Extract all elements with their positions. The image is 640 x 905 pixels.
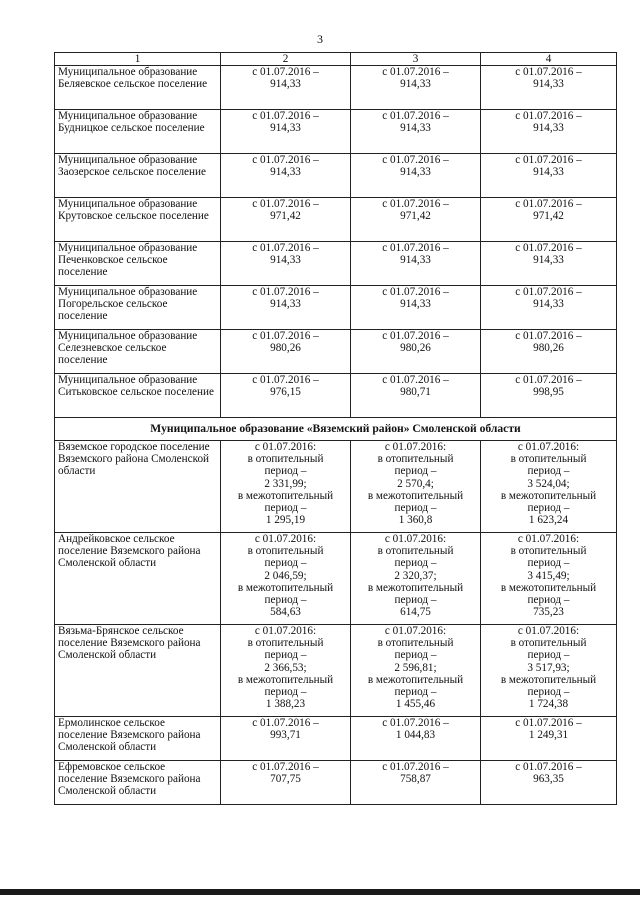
value-line: 980,26 xyxy=(400,342,431,355)
municipality-name: Ермолинское сельское поселение Вяземского района Смоленской области xyxy=(55,717,221,761)
value-line: с 01.07.2016: xyxy=(384,441,447,453)
value-line: в межотопительный xyxy=(367,581,464,594)
value-line: период – xyxy=(264,557,307,570)
value-line: период – xyxy=(527,686,570,699)
table-row xyxy=(55,717,617,761)
value-cell xyxy=(481,717,617,761)
municipality-name: Муниципальное образование Селезневское сельское поселение xyxy=(55,330,221,374)
value-line: в отопительный xyxy=(377,453,454,466)
value-line: 1 724,38 xyxy=(528,698,569,711)
table-row xyxy=(55,242,617,286)
value-line: в межотопительный xyxy=(500,489,597,502)
value-line: с 01.07.2016 – xyxy=(252,242,319,254)
value-line: в отопительный xyxy=(377,545,454,558)
value-line: в межотопительный xyxy=(237,673,334,686)
value-cell xyxy=(351,286,481,330)
value-cell xyxy=(351,441,481,533)
table-row xyxy=(55,441,617,533)
value-line: с 01.07.2016 – xyxy=(252,198,319,210)
value-line: с 01.07.2016: xyxy=(384,625,447,637)
value-line: 735,23 xyxy=(533,606,564,619)
value-cell xyxy=(351,533,481,625)
value-line: 584,63 xyxy=(270,606,301,619)
value-line: с 01.07.2016 – xyxy=(252,717,319,729)
tariff-table xyxy=(54,52,617,805)
value-line: с 01.07.2016 – xyxy=(515,198,582,210)
municipality-name: Андрейковское сельское поселение Вяземского района Смоленской области xyxy=(55,533,221,625)
value-line: с 01.07.2016: xyxy=(384,533,447,545)
value-line: 914,33 xyxy=(533,254,564,267)
value-line: 993,71 xyxy=(270,729,301,742)
value-line: 976,15 xyxy=(270,386,301,399)
value-line: 980,71 xyxy=(400,386,431,399)
value-line: 914,33 xyxy=(270,298,301,311)
value-cell xyxy=(221,625,351,717)
value-line: в межотопительный xyxy=(367,673,464,686)
value-line: с 01.07.2016: xyxy=(517,533,580,545)
value-cell xyxy=(481,330,617,374)
page-number: 3 xyxy=(317,32,323,46)
value-line: период – xyxy=(527,502,570,515)
value-line: 914,33 xyxy=(400,254,431,267)
value-line: 758,87 xyxy=(400,773,431,786)
value-cell xyxy=(221,761,351,805)
value-line: 914,33 xyxy=(533,78,564,91)
table-row xyxy=(55,110,617,154)
value-line: 1 388,23 xyxy=(265,698,306,711)
value-line: с 01.07.2016: xyxy=(254,533,317,545)
value-cell xyxy=(481,286,617,330)
value-cell xyxy=(221,198,351,242)
value-cell xyxy=(481,198,617,242)
value-line: в отопительный xyxy=(377,637,454,650)
value-line: 914,33 xyxy=(270,254,301,267)
value-cell xyxy=(221,441,351,533)
value-line: с 01.07.2016 – xyxy=(252,330,319,342)
value-line: с 01.07.2016: xyxy=(254,625,317,637)
table-body xyxy=(55,66,617,805)
table-row xyxy=(55,66,617,110)
value-cell xyxy=(351,66,481,110)
value-line: с 01.07.2016 – xyxy=(515,330,582,342)
value-line: с 01.07.2016 – xyxy=(382,330,449,342)
table-header-row xyxy=(55,53,617,66)
value-cell xyxy=(351,717,481,761)
value-line: период – xyxy=(394,502,437,515)
value-line: в межотопительный xyxy=(237,581,334,594)
section-row xyxy=(55,418,617,441)
municipality-name: Муниципальное образование Будницкое сельское поселение xyxy=(55,110,221,154)
value-line: 614,75 xyxy=(400,606,431,619)
value-cell xyxy=(481,441,617,533)
municipality-name: Муниципальное образование Печенковское сельское поселение xyxy=(55,242,221,286)
value-cell xyxy=(481,625,617,717)
value-cell xyxy=(351,761,481,805)
value-cell xyxy=(221,374,351,418)
value-line: 1 249,31 xyxy=(528,729,569,742)
value-line: с 01.07.2016 – xyxy=(382,154,449,166)
value-line: с 01.07.2016 – xyxy=(515,374,582,386)
value-line: период – xyxy=(264,594,307,607)
value-line: 1 455,46 xyxy=(395,698,436,711)
value-line: 980,26 xyxy=(533,342,564,355)
value-line: с 01.07.2016 – xyxy=(252,286,319,298)
value-line: в межотопительный xyxy=(367,489,464,502)
value-cell xyxy=(351,198,481,242)
value-line: с 01.07.2016 – xyxy=(382,110,449,122)
value-line: с 01.07.2016 – xyxy=(515,66,582,78)
value-line: период – xyxy=(264,649,307,662)
value-cell xyxy=(351,154,481,198)
value-line: период – xyxy=(527,649,570,662)
value-line: в отопительный xyxy=(510,637,587,650)
column-header-3: 3 xyxy=(351,53,481,66)
value-line: с 01.07.2016 – xyxy=(252,761,319,773)
value-line: с 01.07.2016 – xyxy=(382,198,449,210)
value-line: 1 360,8 xyxy=(398,514,433,527)
municipality-name: Вяземское городское поселение Вяземского района Смоленской области xyxy=(55,441,221,533)
value-cell xyxy=(221,110,351,154)
value-line: с 01.07.2016 – xyxy=(382,66,449,78)
value-cell xyxy=(221,717,351,761)
value-line: с 01.07.2016 – xyxy=(252,110,319,122)
value-cell xyxy=(221,242,351,286)
municipality-name: Муниципальное образование Крутовское сельское поселение xyxy=(55,198,221,242)
value-line: в отопительный xyxy=(247,545,324,558)
value-line: 971,42 xyxy=(400,210,431,223)
value-line: 914,33 xyxy=(533,298,564,311)
value-line: с 01.07.2016: xyxy=(254,441,317,453)
municipality-name: Муниципальное образование Ситьковское сельское поселение xyxy=(55,374,221,418)
value-cell xyxy=(221,286,351,330)
value-line: 1 623,24 xyxy=(528,514,569,527)
value-line: 971,42 xyxy=(270,210,301,223)
value-cell xyxy=(481,242,617,286)
value-cell xyxy=(221,533,351,625)
value-line: период – xyxy=(264,465,307,478)
value-line: 914,33 xyxy=(270,122,301,135)
value-line: период – xyxy=(527,465,570,478)
value-line: с 01.07.2016 – xyxy=(515,717,582,729)
value-line: с 01.07.2016 – xyxy=(382,761,449,773)
table-row xyxy=(55,198,617,242)
value-line: 2 331,99; xyxy=(264,477,307,490)
value-line: с 01.07.2016 – xyxy=(382,717,449,729)
value-cell xyxy=(221,66,351,110)
value-line: период – xyxy=(394,686,437,699)
value-line: в межотопительный xyxy=(237,489,334,502)
value-line: 3 524,04; xyxy=(527,477,570,490)
value-line: 914,33 xyxy=(400,122,431,135)
value-cell xyxy=(481,110,617,154)
value-line: 914,33 xyxy=(533,122,564,135)
value-cell xyxy=(351,242,481,286)
value-cell xyxy=(221,330,351,374)
value-line: с 01.07.2016: xyxy=(517,625,580,637)
value-line: с 01.07.2016 – xyxy=(515,761,582,773)
value-cell xyxy=(221,154,351,198)
value-line: в отопительный xyxy=(510,545,587,558)
value-line: с 01.07.2016 – xyxy=(382,374,449,386)
bottom-scan-bar xyxy=(0,889,640,895)
value-line: 998,95 xyxy=(533,386,564,399)
value-line: 1 044,83 xyxy=(395,729,436,742)
table-row xyxy=(55,533,617,625)
value-cell xyxy=(351,374,481,418)
value-line: с 01.07.2016 – xyxy=(252,154,319,166)
municipality-name: Муниципальное образование Погорельское сельское поселение xyxy=(55,286,221,330)
value-line: период – xyxy=(264,686,307,699)
value-line: 2 596,81; xyxy=(394,661,437,674)
value-cell xyxy=(481,66,617,110)
value-line: с 01.07.2016 – xyxy=(252,374,319,386)
value-line: 980,26 xyxy=(270,342,301,355)
value-line: с 01.07.2016: xyxy=(517,441,580,453)
value-line: 971,42 xyxy=(533,210,564,223)
table-row xyxy=(55,330,617,374)
value-line: 2 046,59; xyxy=(264,569,307,582)
value-line: период – xyxy=(394,465,437,478)
municipality-name: Муниципальное образование Заозерское сельское поселение xyxy=(55,154,221,198)
value-cell xyxy=(481,154,617,198)
value-line: период – xyxy=(527,594,570,607)
column-header-2: 2 xyxy=(221,53,351,66)
municipality-name: Муниципальное образование Беляевское сельское поселение xyxy=(55,66,221,110)
value-line: 3 415,49; xyxy=(527,569,570,582)
value-line: с 01.07.2016 – xyxy=(515,286,582,298)
value-line: в отопительный xyxy=(510,453,587,466)
value-line: 963,35 xyxy=(533,773,564,786)
value-line: 3 517,93; xyxy=(527,661,570,674)
value-line: 707,75 xyxy=(270,773,301,786)
value-line: 914,33 xyxy=(400,298,431,311)
table-row xyxy=(55,154,617,198)
value-cell xyxy=(481,374,617,418)
value-line: период – xyxy=(394,594,437,607)
value-cell xyxy=(351,330,481,374)
table-row xyxy=(55,374,617,418)
table-row xyxy=(55,761,617,805)
value-cell xyxy=(351,110,481,154)
value-line: период – xyxy=(527,557,570,570)
value-line: период – xyxy=(394,649,437,662)
value-line: в отопительный xyxy=(247,453,324,466)
value-line: 1 295,19 xyxy=(265,514,306,527)
value-line: 914,33 xyxy=(270,78,301,91)
value-line: 2 320,37; xyxy=(394,569,437,582)
municipality-name: Ефремовское сельское поселение Вяземского района Смоленской области xyxy=(55,761,221,805)
value-line: с 01.07.2016 – xyxy=(382,242,449,254)
value-line: 2 366,53; xyxy=(264,661,307,674)
value-cell xyxy=(481,533,617,625)
municipality-name: Вязьма-Брянское сельское поселение Вяземского района Смоленской области xyxy=(55,625,221,717)
value-line: с 01.07.2016 – xyxy=(515,110,582,122)
column-header-1: 1 xyxy=(55,53,221,66)
table-row xyxy=(55,286,617,330)
value-cell xyxy=(481,761,617,805)
value-line: 914,33 xyxy=(400,166,431,179)
value-line: с 01.07.2016 – xyxy=(515,154,582,166)
value-cell xyxy=(351,625,481,717)
value-line: в межотопительный xyxy=(500,673,597,686)
value-line: период – xyxy=(394,557,437,570)
value-line: в межотопительный xyxy=(500,581,597,594)
value-line: с 01.07.2016 – xyxy=(382,286,449,298)
column-header-4: 4 xyxy=(481,53,617,66)
table-row xyxy=(55,625,617,717)
value-line: с 01.07.2016 – xyxy=(515,242,582,254)
value-line: период – xyxy=(264,502,307,515)
value-line: в отопительный xyxy=(247,637,324,650)
value-line: с 01.07.2016 – xyxy=(252,66,319,78)
value-line: 914,33 xyxy=(533,166,564,179)
value-line: 914,33 xyxy=(400,78,431,91)
section-title: Муниципальное образование «Вяземский район» Смоленской области xyxy=(55,418,617,441)
value-line: 2 570,4; xyxy=(397,477,434,490)
value-line: 914,33 xyxy=(270,166,301,179)
